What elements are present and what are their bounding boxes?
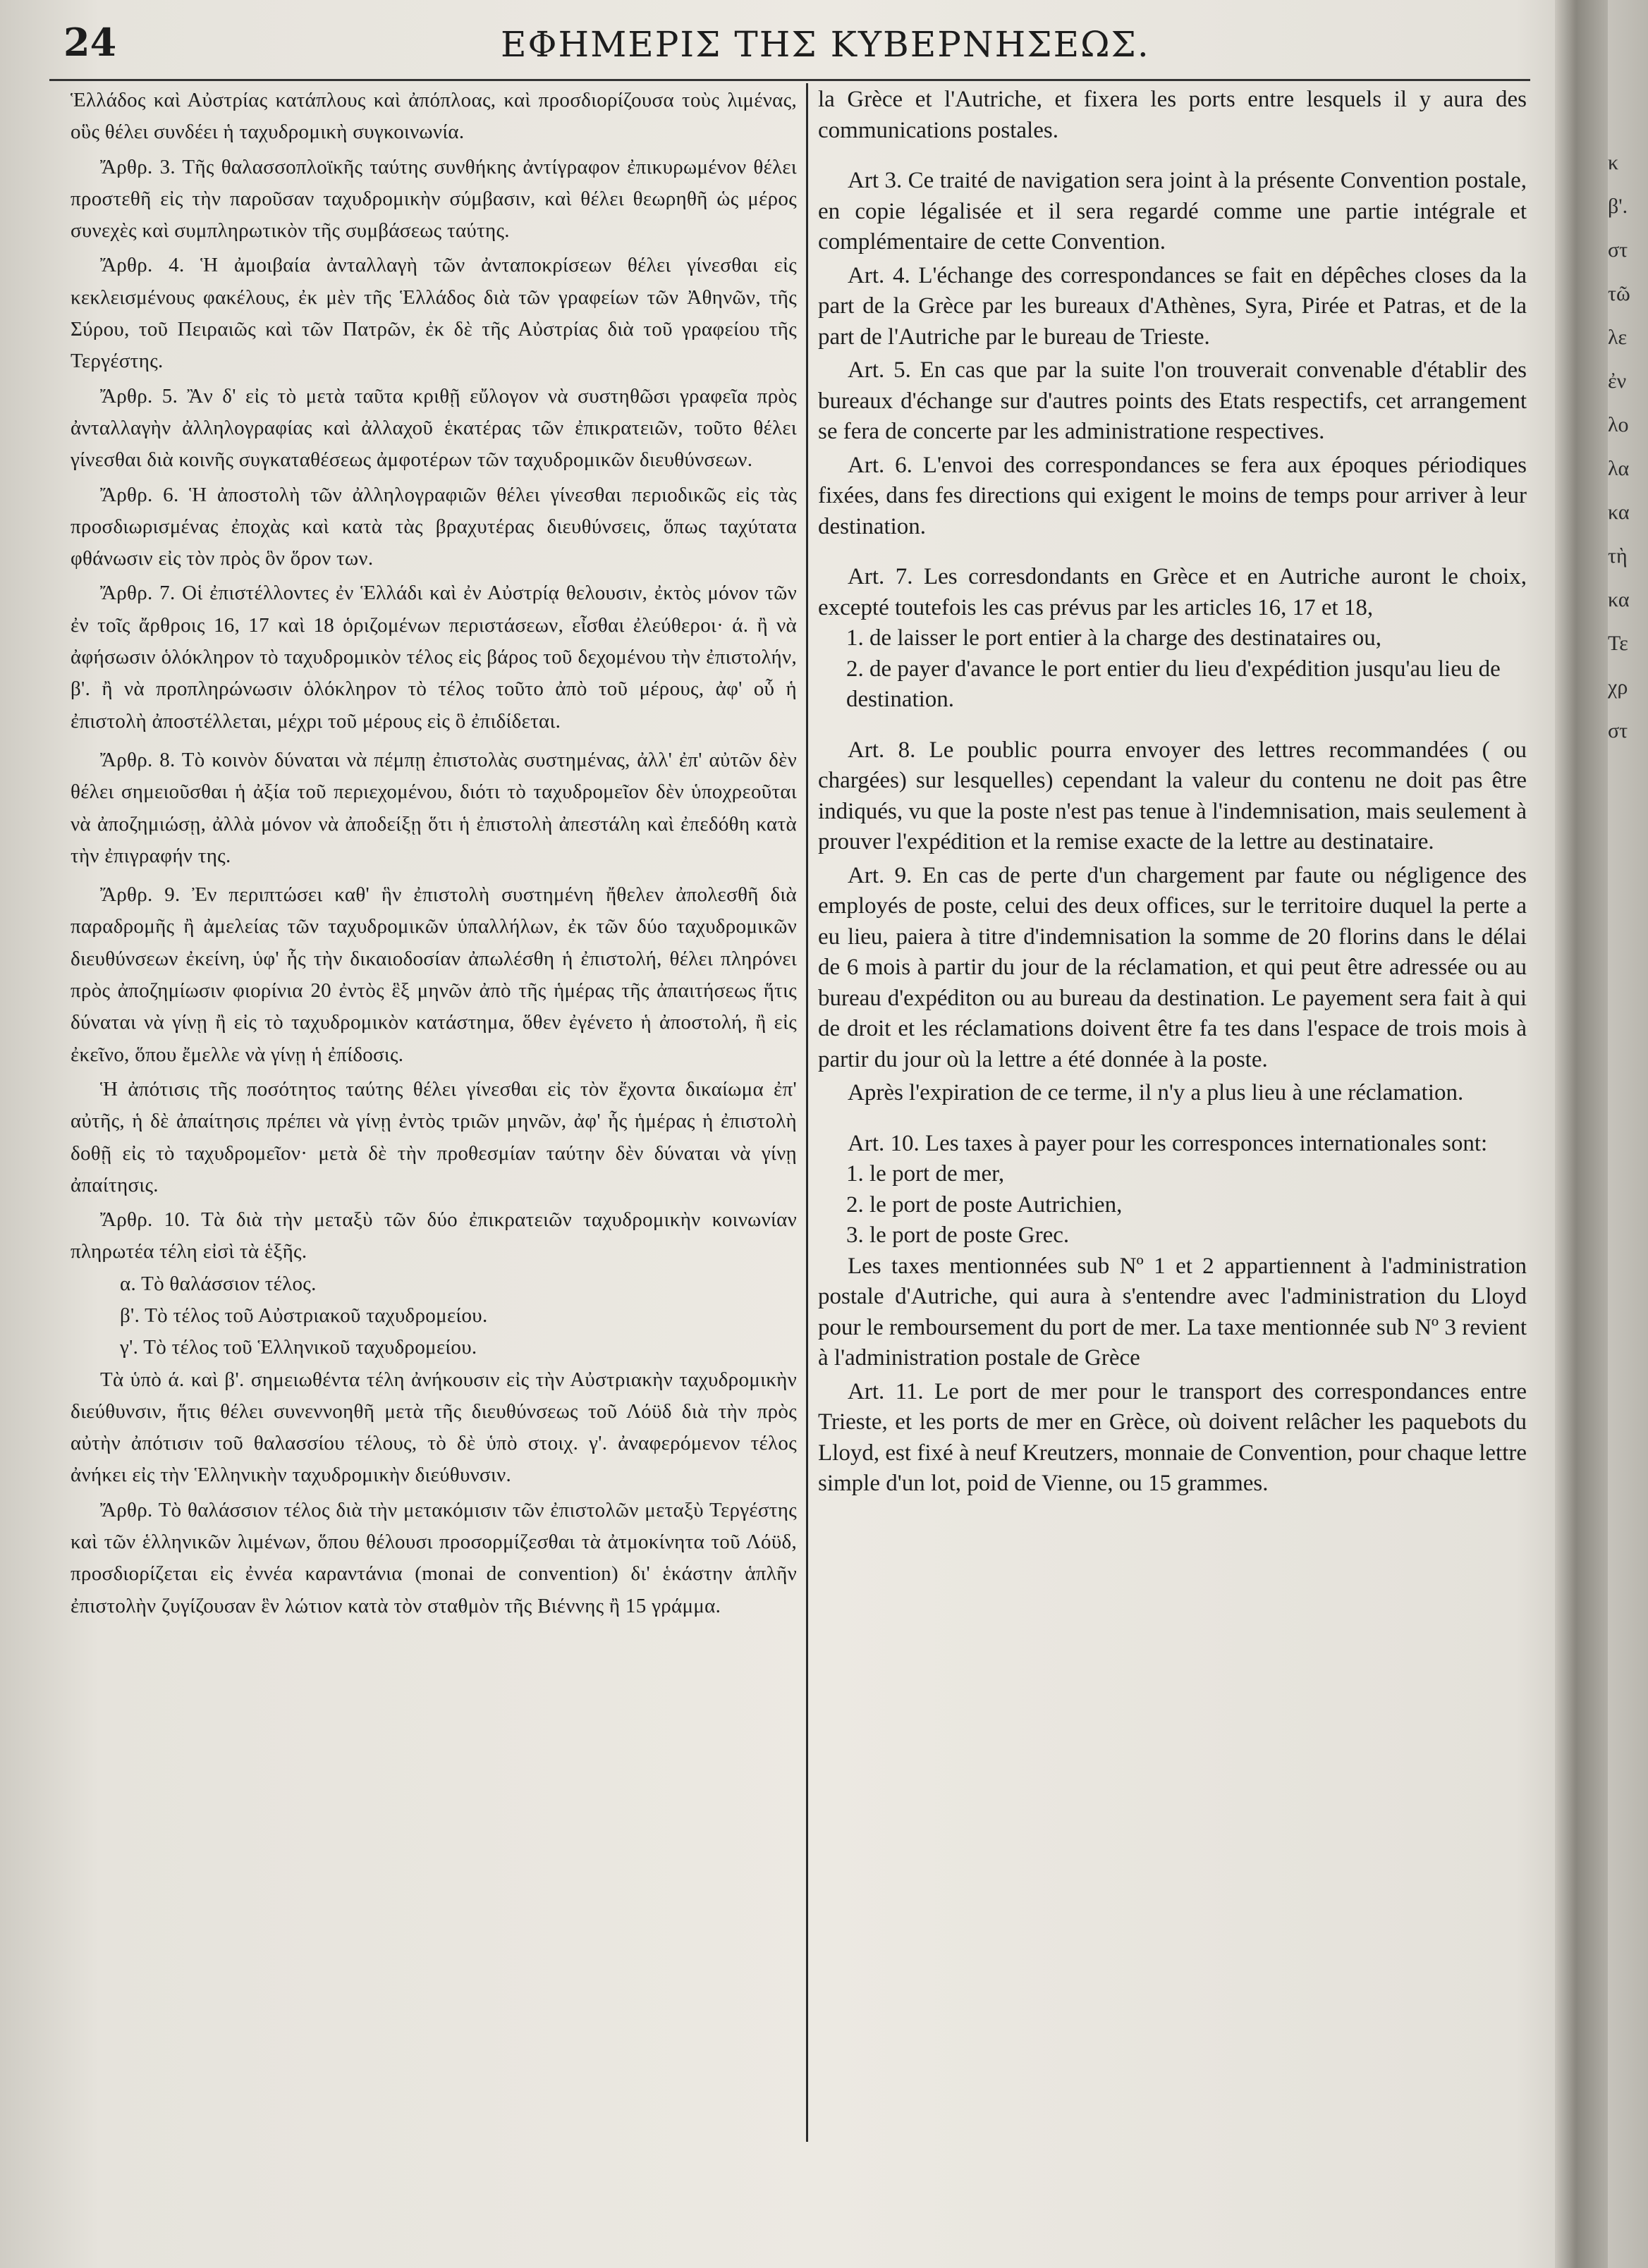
french-article-10: Art. 10. Les taxes à payer pour les corresponces internationales sont: [848,1130,1488,1156]
greek-article-10: Ἄρθρ. 10. Τὰ διὰ τὴν μεταξὺ τῶν δύο ἐπικρατειῶν ταχυδρομικὴν κοινωνίαν πληρωτέα τέλη εἰσὶ τὰ ἑξῆς. [71,1208,797,1263]
french-article-6: Art. 6. L'envoi des correspondances se fera aux époques périodiques fixées, dans fes directions qui exigent le moins de temps pour arriver à leur destination. [818,452,1527,539]
greek-article-8: Ἄρθρ. 8. Τὸ κοινὸν δύναται νὰ πέμπῃ ἐπιστολὰς συστημένας, ἀλλ' ἐπ' αὐτῶν δὲν θέλει σημειοῦσθαι ἡ ἀξία τοῦ περιεχομένου, διότι τὸ ταχυδρομεῖον δὲν ὑποχρεοῦται νὰ ἀποζημιώσῃ, ἀλλὰ μόνον νὰ ἀποδείξῃ ὅτι ἡ ἐπιστολὴ ἀπεστάλη καὶ ἐπεδόθη κατὰ τὴν ἐπιγραφήν της. [71,748,797,867]
french-article-3: Art 3. Ce traité de navigation sera joint à la présente Convention postale, en copie légalisée et il sera regardé comme une partie intégrale et complémentaire de cette Convention. [818,168,1527,255]
french-paragraph: Après l'expiration de ce terme, il n'y a plus lieu à une réclamation. [848,1080,1464,1105]
french-article-5: Art. 5. En cas que par la suite l'on trouverait convenable d'établir des bureaux d'échange sur d'autres points des Etats respectifs, cet arrangement se fera de concerte par les administratione respectives. [818,357,1527,444]
header-rule [49,79,1530,81]
french-article-4: Art. 4. L'échange des correspondances se fait en dépêches closes da la part de la Grèce par les bureaux d'Athènes, Syra, Pirée et Patras, et de la part de l'Autriche par le bureau de Trieste. [818,262,1527,350]
greek-article-7: Ἄρθρ. 7. Οἱ ἐπιστέλλοντες ἐν Ἑλλάδι καὶ ἐν Αὐστρίᾳ θελουσιν, ἐκτὸς μόνον τῶν ἐν τοῖς ἄρθροις 16, 17 καὶ 18 ὁριζομένων περιστάσεων, εἶσθαι ἐλεύθεροι· ά. ἢ νὰ ἀφήσωσιν ὁλόκληρον τὸ ταχυδρομικὸν τέλος εἰς βάρος τοῦ δεχομένου τὴν ἐπιστολήν, β'. ἢ νὰ προπληρώνωσιν ὁλόκληρον τὸ τέλος τοῦτο ἀπὸ τοῦ μέρους, ἀφ' οὗ ἡ ἐπιστολὴ ἀποστέλλεται, μέχρι τοῦ μέρους εἰς ὃ ἐπιδίδεται. [71,582,797,732]
french-paragraph: la Grèce et l'Autriche, et fixera les ports entre lesquels il y aura des communications postales. [818,87,1527,143]
adjacent-page-edge-text: κ β'. στ τῶ λε ἐν λο λα κα τὴ κα Τε χρ στ [1608,151,1630,742]
greek-article-3: Ἄρθρ. 3. Τῆς θαλασσοπλοϊκῆς ταύτης συνθήκης ἀντίγραφον ἐπικυρωμένον θέλει προστεθῆ εἰς τὴν παροῦσαν ταχυδρομικὴν σύμβασιν, καὶ θέλει θεωρηθῆ ὡς μέρος συνεχὲς καὶ συμπληρωτικὸν τῆς συμβάσεως ταύτης. [71,155,797,243]
french-list-item: 3. le port de poste Grec. [846,1222,1070,1248]
french-article-8: Art. 8. Le poublic pourra envoyer des lettres recommandées ( ou chargées) sur lesquelles) cependant la valeur du contenu ne doit pas être indiqués, vu que la poste n'est pas tenue à l'indemnisation, mais seulement à prouver l'expédition et la remise exacte de la lettre au destinataire. [818,737,1527,854]
french-list-item: 1. le port de mer, [846,1161,1005,1187]
greek-list-item: β'. Τὸ τέλος τοῦ Αὐστριακοῦ ταχυδρομείου. [120,1304,488,1327]
greek-article-11: Ἄρθρ. Τὸ θαλάσσιον τέλος διὰ τὴν μετακόμισιν τῶν ἐπιστολῶν μεταξὺ Τεργέστης καὶ τῶν ἑλληνικῶν λιμένων, ὅπου θέλουσι προσορμίζεσθαι τὰ ἀτμοκίνητα τοῦ Λόϋδ, προσδιορίζεται εἰς ἐννέα καραντάνια (monai de convention) δι' ἑκάστην ἁπλῆν ἐπιστολὴν ζυγίζουσαν ἓν λώτιον κατὰ τὸν σταθμὸν τῆς Βιέννης ἢ 15 γράμμα. [71,1498,797,1617]
greek-article-9: Ἄρθρ. 9. Ἐν περιπτώσει καθ' ἣν ἐπιστολὴ συστημένη ἤθελεν ἀπολεσθῆ διὰ παραδρομῆς ἢ ἀμελείας τῶν ταχυδρομικῶν ὑπαλλήλων, ἐκ τῶν δύο ταχυδρομικῶν διευθύνσεων ἐκείνη, ὑφ' ἧς τὴν δικαιοδοσίαν ἀπωλέσθη ἡ ἐπιστολή, θέλει πληρόνει πρὸς ἀποζημίωσιν φιορίνια 20 ἐντὸς ἓξ μηνῶν ἀπὸ τῆς ἡμέρας τῆς ἀπαιτήσεως ἥτις δύναται νὰ γίνῃ ἢ εἰς τὸ ταχυδρομικὸν κατάστημα, ὅθεν ἐγένετο ἡ ἀποστολή, ἢ εἰς ἐκεῖνο, ὅπου ἔμελλε νὰ γίνῃ ἡ ἐπίδοσις. [71,883,797,1066]
french-list-item: 2. le port de poste Autrichien, [846,1191,1123,1218]
page-header [42,20,1537,69]
french-paragraph: Les taxes mentionnées sub Nº 1 et 2 appartiennent à l'administration postale d'Autriche, qui aura à s'entendre avec l'administration du Lloyd pour le remboursement du port de mer. La taxe mentionnée sub Nº 3 revient à l'administration postale de Grèce [818,1253,1527,1371]
french-list-item: 1. de laisser le port entier à la charge des destinataires ou, [846,625,1382,651]
french-list-item: 2. de payer d'avance le port entier du lieu d'expédition jusqu'au lieu de destination. [846,656,1501,712]
french-article-7: Art. 7. Les corresdondants en Grèce et en Autriche auront le choix, excepté toutefois les cas prévus par les articles 16, 17 et 18, [818,564,1527,620]
greek-paragraph: Τὰ ὑπὸ ά. καὶ β'. σημειωθέντα τέλη ἀνήκουσιν εἰς τὴν Αὐστριακὴν ταχυδρομικὴν διεύθυνσιν, ἥτις θέλει συνεννοηθῆ μετὰ τῆς διευθύνσεως τοῦ Λόϋδ διὰ τὴν πρὸς αὐτὴν ἀπότισιν τοῦ θαλασσίου τέλους, τὸ δὲ ὑπὸ στοιχ. γ'. ἀναφερόμενον τέλος ἀνήκει εἰς τὴν Ἑλληνικὴν ταχυδρομικὴν διεύθυνσιν. [71,1368,797,1487]
page-gutter-shadow [1555,0,1608,2268]
greek-article-5: Ἄρθρ. 5. Ἂν δ' εἰς τὸ μετὰ ταῦτα κριθῇ εὔλογον νὰ συστηθῶσι γραφεῖα πρὸς ἀνταλλαγὴν ἀλληλογραφίας καὶ ἀλλαχοῦ ἑκατέρας τῶν ἐπικρατειῶν, τοῦτο θέλει γίνεσθαι διὰ κοινῆς συγκαταθέσεως ἀμφοτέρων τῶν ταχυδρομικῶν διευθύνσεων. [71,384,797,472]
page-title: ΕΦΗΜΕΡΙΣ ΤΗΣ ΚΥΒΕΡΝΗΣΕΩΣ. [501,24,1150,65]
greek-paragraph: Ἑλλάδος καὶ Αὐστρίας κατάπλους καὶ ἀπόπλοας, καὶ προσδιορίζουσα τοὺς λιμένας, οὓς θέλει συνδέει ἡ ταχυδρομικὴ συγκοινωνία. [71,89,797,144]
french-column [818,85,1527,1500]
greek-column [71,85,797,1622]
french-article-9: Art. 9. En cas de perte d'un chargement par faute ou négligence des employés de poste, celui des deux offices, sur le territoire duquel la perte a eu lieu, paiera à titre d'indemnisation la somme de 20 florins dans le délai de 6 mois à partir du jour de la réclamation, et qui peut être adressée ou au bureau d'expéditon ou au bureau da destination. Le payement sera fait à qui de droit et les réclamations doivent être fa tes dans l'espace de trois mois à partir du jour où la lettre a été donnée à la poste. [818,862,1527,1072]
column-divider [806,83,808,2142]
greek-paragraph: Ἡ ἀπότισις τῆς ποσότητος ταύτης θέλει γίνεσθαι εἰς τὸν ἔχοντα δικαίωμα ἐπ' αὐτῆς, ἡ δὲ ἀπαίτησις πρέπει νὰ γίνῃ ἐντὸς τριῶν μηνῶν, ἀφ' ἧς ἡμέρας ἡ ἐπιστολὴ δοθῇ εἰς τὸ ταχυδρομεῖον· μετὰ δὲ τὴν προθεσμίαν ταύτην δὲν δύναται νὰ γίνῃ ἀπαίτησις. [71,1077,797,1196]
greek-list-item: α. Τὸ θαλάσσιον τέλος. [120,1272,317,1295]
greek-article-4: Ἄρθρ. 4. Ἡ ἀμοιβαία ἀνταλλαγὴ τῶν ἀνταποκρίσεων θέλει γίνεσθαι εἰς κεκλεισμένους φακέλους, ἐκ μὲν τῆς Ἑλλάδος διὰ τῶν γραφείων τῶν Ἀθηνῶν, τῆς Σύρου, τοῦ Πειραιῶς καὶ τῶν Πατρῶν, ἐκ δὲ τῆς Αὐστρίας διὰ τοῦ γραφείου τῆς Τεργέστης. [71,254,797,373]
page-number: 24 [63,20,117,65]
greek-list-item: γ'. Τὸ τέλος τοῦ Ἑλληνικοῦ ταχυδρομείου. [120,1336,477,1359]
greek-article-6: Ἄρθρ. 6. Ἡ ἀποστολὴ τῶν ἀλληλογραφιῶν θέλει γίνεσθαι περιοδικῶς εἰς τὰς προσδιωρισμένας ἐποχὰς καὶ κατὰ τὰς βραχυτέρας διευθύνσεις, ὅπως ταχύτατα φθάνωσιν εἰς τὸν πρὸς ὃν ὅρον των. [71,483,797,570]
french-article-11: Art. 11. Le port de mer pour le transport des correspondances entre Trieste, et les ports de mer en Grèce, où doivent relâcher les paquebots du Lloyd, est fixé à neuf Kreutzers, monnaie de Convention, pour chaque lettre simple d'un lot, poid de Vienne, ou 15 grammes. [818,1378,1527,1496]
